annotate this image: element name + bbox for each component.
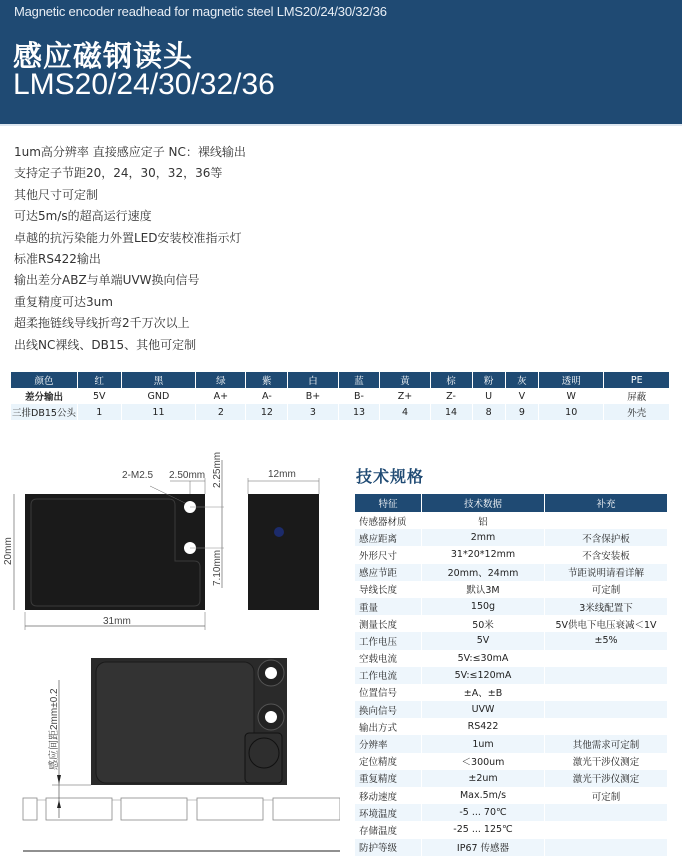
wiring-cell: 5V — [78, 388, 121, 404]
wiring-header-cell: 蓝 — [339, 372, 380, 388]
wiring-cell: Z+ — [380, 388, 429, 404]
spec-value: ±2um — [422, 770, 544, 787]
feature-item: 超柔拖链线导线折弯2千万次以上 — [14, 316, 190, 331]
spec-feature: 感应节距 — [355, 564, 421, 581]
spec-note — [545, 650, 667, 667]
wiring-cell: U — [473, 388, 505, 404]
spec-feature: 空载电流 — [355, 650, 421, 667]
spec-section-title: 技术规格 — [356, 467, 425, 486]
dim-31-label: 31mm — [103, 616, 131, 627]
spec-row — [355, 787, 667, 804]
wiring-cell: 2 — [196, 404, 245, 420]
spec-row — [355, 718, 667, 735]
spec-feature: 环境温度 — [355, 804, 421, 821]
spec-note — [545, 839, 667, 856]
spec-row — [355, 701, 667, 718]
spec-value: -25 ... 125℃ — [422, 821, 544, 838]
wiring-cell: A- — [246, 388, 287, 404]
wiring-cell: Z- — [431, 388, 472, 404]
spec-row — [355, 564, 667, 581]
feature-item: 其他尺寸可定制 — [14, 187, 99, 202]
spec-value: 20mm、24mm — [422, 564, 544, 581]
spec-note: 激光干涉仪测定 — [545, 770, 667, 787]
spec-header-cell: 特征 — [355, 494, 421, 512]
spec-feature: 定位精度 — [355, 753, 421, 770]
header-title-model: LMS20/24/30/32/36 — [13, 68, 275, 101]
wiring-header-row — [11, 372, 669, 388]
header-subtitle: Magnetic encoder readhead for magnetic steel LMS20/24/30/32/36 — [14, 4, 387, 19]
spec-feature: 防护等级 — [355, 839, 421, 856]
spec-feature: 存储温度 — [355, 821, 421, 838]
spec-value: RS422 — [422, 718, 544, 735]
wiring-row-differential — [11, 388, 669, 404]
wiring-cell: 12 — [246, 404, 287, 420]
dim-12-label: 12mm — [268, 469, 296, 480]
spec-note: 不含保护板 — [545, 529, 667, 546]
spec-row — [355, 598, 667, 615]
wiring-header-cell: PE — [604, 372, 669, 388]
spec-value: ＜300um — [422, 753, 544, 770]
top-view — [3, 452, 224, 630]
spec-row — [355, 804, 667, 821]
wiring-header-cell: 颜色 — [11, 372, 77, 388]
spec-note: 节距说明请看详解 — [545, 564, 667, 581]
wiring-cell: 1 — [78, 404, 121, 420]
wiring-cell: 14 — [431, 404, 472, 420]
feature-item: 支持定子节距20，24，30，32，36等 — [14, 166, 223, 181]
wiring-header-cell: 粉 — [473, 372, 505, 388]
spec-row — [355, 667, 667, 684]
spec-value: -5 ... 70℃ — [422, 804, 544, 821]
spec-note: 激光干涉仪测定 — [545, 753, 667, 770]
wiring-cell: 外壳 — [604, 404, 669, 420]
spec-row — [355, 839, 667, 856]
spec-row — [355, 735, 667, 752]
spec-value: Max.5m/s — [422, 787, 544, 804]
spec-row — [355, 632, 667, 649]
spec-value: 50米 — [422, 615, 544, 632]
spec-note: 其他需求可定制 — [545, 735, 667, 752]
feature-item: 1um高分辨率 直接感应定子 NC：裸线输出 — [14, 145, 246, 159]
dim-250-label: 2.50mm — [169, 470, 206, 481]
spec-value: 5V:≤30mA — [422, 650, 544, 667]
wiring-cell: W — [539, 388, 603, 404]
page-header — [0, 0, 682, 124]
spec-feature: 测量长度 — [355, 615, 421, 632]
spec-value: 5V:≤120mA — [422, 667, 544, 684]
wiring-table — [10, 372, 670, 420]
feature-item: 标准RS422输出 — [14, 251, 101, 266]
wiring-header-cell: 黄 — [380, 372, 429, 388]
spec-feature: 导线长度 — [355, 581, 421, 598]
spec-value: UVW — [422, 701, 544, 718]
wiring-header-cell: 绿 — [196, 372, 245, 388]
wiring-header-cell: 透明 — [539, 372, 603, 388]
wiring-cell: 3 — [288, 404, 337, 420]
spec-note — [545, 821, 667, 838]
spec-note: 可定制 — [545, 787, 667, 804]
feature-item: 输出差分ABZ与单端UVW换向信号 — [14, 273, 200, 288]
spec-feature: 位置信号 — [355, 684, 421, 701]
wiring-cell: 10 — [539, 404, 603, 420]
spec-value: 默认3M — [422, 581, 544, 598]
header-title-cn: 感应磁钢读头 — [13, 39, 194, 73]
wiring-cell: A+ — [196, 388, 245, 404]
dim-m25-label: 2-M2.5 — [122, 470, 154, 481]
spec-feature: 工作电流 — [355, 667, 421, 684]
spec-header-cell: 技术数据 — [422, 494, 544, 512]
spec-feature: 换向信号 — [355, 701, 421, 718]
spec-row — [355, 684, 667, 701]
spec-row — [355, 753, 667, 770]
spec-feature: 分辨率 — [355, 735, 421, 752]
spec-row — [355, 546, 667, 563]
wiring-header-cell: 黑 — [122, 372, 196, 388]
spec-table — [354, 494, 668, 856]
wiring-cell: 屏蔽 — [604, 388, 669, 404]
spec-note: ±5% — [545, 632, 667, 649]
feature-item: 重复精度可达3um — [14, 294, 113, 309]
spec-note — [545, 667, 667, 684]
wiring-header-cell: 白 — [288, 372, 337, 388]
spec-note — [545, 512, 667, 529]
spec-value: 铝 — [422, 512, 544, 529]
wiring-header-cell: 红 — [78, 372, 121, 388]
wiring-row-db15 — [11, 404, 669, 420]
wiring-cell: 11 — [122, 404, 196, 420]
spec-row — [355, 821, 667, 838]
wiring-header-cell: 紫 — [246, 372, 287, 388]
spec-note — [545, 684, 667, 701]
wiring-cell: 4 — [380, 404, 429, 420]
spec-value: 1um — [422, 735, 544, 752]
spec-note — [545, 701, 667, 718]
spec-value: ±A、±B — [422, 684, 544, 701]
spec-header-cell: 补充 — [545, 494, 667, 512]
spec-note: 可定制 — [545, 581, 667, 598]
spec-feature: 移动速度 — [355, 787, 421, 804]
spec-feature: 重复精度 — [355, 770, 421, 787]
feature-list — [14, 143, 246, 357]
spec-note: 不含安装板 — [545, 546, 667, 563]
spec-feature: 感应距离 — [355, 529, 421, 546]
feature-item: 出线NC裸线、DB15、其他可定制 — [14, 337, 197, 352]
spec-value: 2mm — [422, 529, 544, 546]
header-divider — [0, 124, 682, 126]
wiring-cell: GND — [122, 388, 196, 404]
install-view — [23, 658, 340, 851]
spec-row — [355, 770, 667, 787]
spec-note — [545, 718, 667, 735]
spec-feature: 外形尺寸 — [355, 546, 421, 563]
wiring-cell: 三排DB15公头 — [11, 404, 77, 420]
spec-value: 5V — [422, 632, 544, 649]
wiring-cell: 8 — [473, 404, 505, 420]
spec-note: 5V供电下电压衰减＜1V — [545, 615, 667, 632]
spec-row — [355, 615, 667, 632]
spec-row — [355, 512, 667, 529]
wiring-cell: 9 — [506, 404, 538, 420]
spec-feature: 重量 — [355, 598, 421, 615]
wiring-header-cell: 灰 — [506, 372, 538, 388]
spec-row — [355, 529, 667, 546]
spec-feature: 输出方式 — [355, 718, 421, 735]
spec-note — [545, 804, 667, 821]
dim-20-label: 20mm — [3, 537, 14, 565]
side-view — [248, 469, 319, 610]
wiring-cell: B+ — [288, 388, 337, 404]
wiring-cell: 差分输出 — [11, 388, 77, 404]
wiring-header-cell: 棕 — [431, 372, 472, 388]
spec-header-row — [355, 494, 667, 512]
feature-item: 可达5m/s的超高运行速度 — [14, 209, 152, 224]
spec-note: 3米线配置下 — [545, 598, 667, 615]
dim-710-label: 7.10mm — [212, 549, 223, 586]
spec-value: 31*20*12mm — [422, 546, 544, 563]
spec-row — [355, 650, 667, 667]
wiring-cell: V — [506, 388, 538, 404]
wiring-cell: 13 — [339, 404, 380, 420]
spec-feature: 工作电压 — [355, 632, 421, 649]
technical-drawing — [0, 440, 340, 868]
feature-item: 卓越的抗污染能力外置LED安装校准指示灯 — [14, 230, 242, 245]
spec-row — [355, 581, 667, 598]
wiring-cell: B- — [339, 388, 380, 404]
spec-value: 150g — [422, 598, 544, 615]
dim-gap-label: 感应间距2mm±0.2 — [49, 688, 60, 770]
spec-value: IP67 传感器 — [422, 839, 544, 856]
spec-feature: 传感器材质 — [355, 512, 421, 529]
dim-225-label: 2.25mm — [212, 451, 223, 488]
